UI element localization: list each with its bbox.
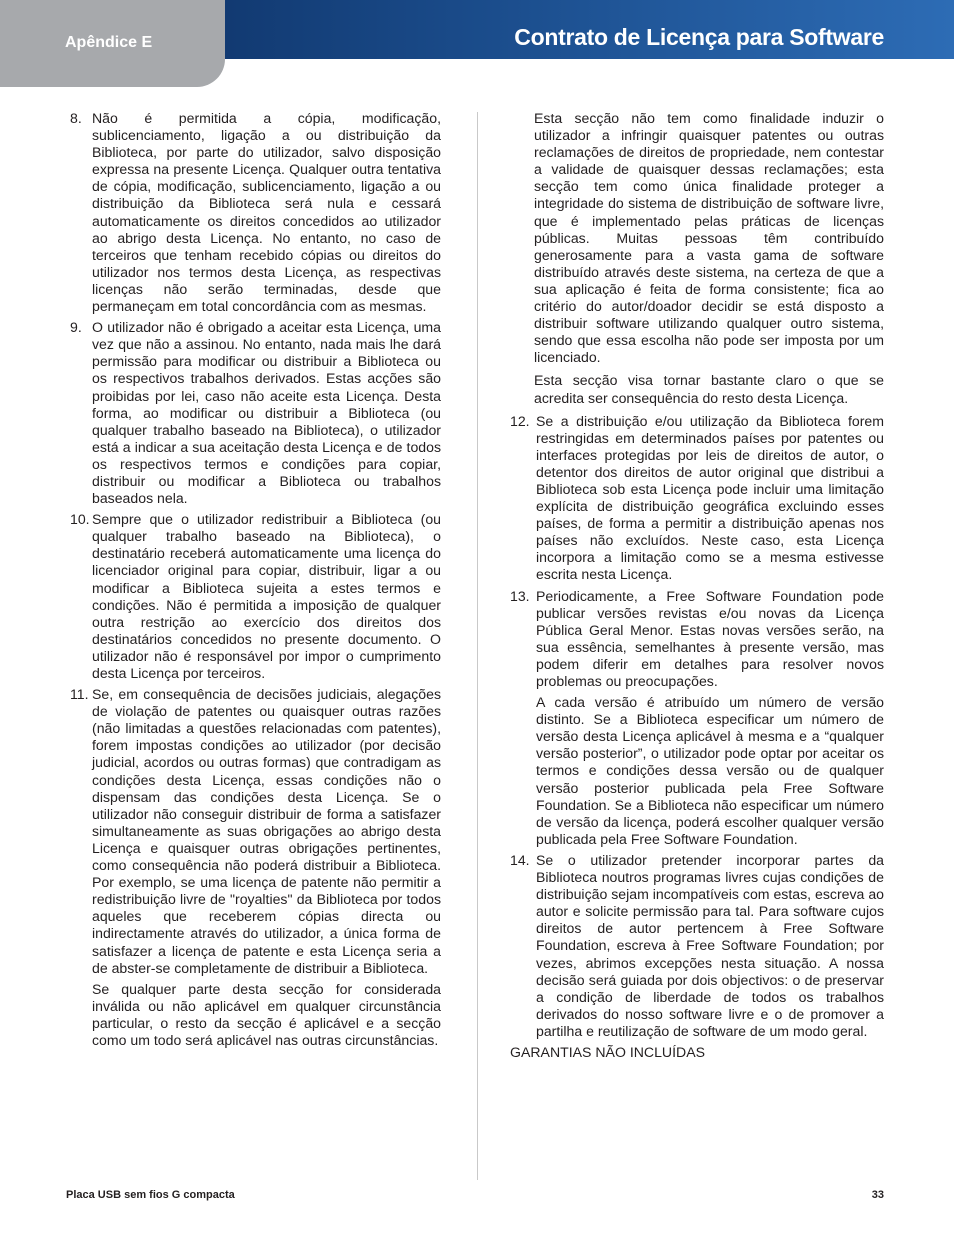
item-number: 9. [70, 319, 82, 336]
item-paragraph: Não é permitida a cópia, modificação, sublicenciamento, ligação a ou distribuição da Biblioteca, por parte do utilizador, salvo disposição expressa na presente Licença. Qualquer outra tentativa de cópia, modificação, sublicenciamento, ligação a ou distribuição da Biblioteca será nula e cessará automaticamente os direitos concedidos ao utilizador ao abrigo desta Licença. No entanto, no caso de terceiros que tenham recebido cópias ou direitos do utilizador nos termos desta Licença, as respectivas licenças não serão terminadas, desde que permaneçam em total concordância com as mesmas. [92, 110, 441, 315]
item-paragraph: Periodicamente, a Free Software Foundation pode publicar versões revistas e/ou novas da Licença Pública Geral Menor. Estas novas versões serão, na sua essência, semelhantes à presente versão, mas podem diferir em detalhes para resolver novos problemas ou preocupações. [536, 587, 884, 689]
left-column [66, 110, 441, 1053]
list-item [510, 588, 884, 848]
continued-paragraph: Esta secção visa tornar bastante claro o que se acredita ser consequência do resto desta Licença. [534, 372, 884, 406]
section-label: Apêndice E [65, 34, 153, 51]
list-item [66, 686, 441, 1049]
item-number: 12. [510, 412, 530, 429]
column-divider [477, 112, 478, 1180]
continued-paragraphs [510, 110, 884, 407]
footer-page-number: 33 [871, 1189, 884, 1201]
footer-product: Placa USB sem fios G compacta [66, 1189, 235, 1201]
item-paragraph: Se qualquer parte desta secção for considerada inválida ou não aplicável em qualquer circunstância particular, o resto da secção é aplicável e a secção como um todo será aplicável nas outras circunstâncias. [92, 980, 441, 1048]
list-item [510, 852, 884, 1040]
item-paragraph: Se o utilizador pretender incorporar partes da Biblioteca noutros programas livres cujas condições de distribuição sejam incompatíveis com estas, escreva ao autor e solicite permissão para tal. Para software cujos direitos de autor pertencem à Free Software Foundation, escreva à Free Software Foundation; por vezes, abrimos excepções nesta situação. A nossa decisão será guiada por dois objectivos: o de preservar a condição de liberdade de todos os trabalhos derivados do nosso software livre e o de promover a partilha e reutilização de software de um modo geral. [536, 851, 884, 1039]
list-item [66, 511, 441, 682]
item-paragraph: Sempre que o utilizador redistribuir a Biblioteca (ou qualquer trabalho baseado na Biblioteca), o destinatário receberá automaticamente uma licença do licenciador original para copiar, distribuir, ligar a ou modificar a Biblioteca sujeita a estes termos e condições. Não é permitida a imposição de qualquer outra restrição ao exercício dos direitos dos destinatários concedidos no presente documento. O utilizador não é responsável por impor o cumprimento desta Licença por terceiros. [92, 511, 441, 681]
item-paragraph: Se a distribuição e/ou utilização da Biblioteca forem restringidas em determinados países por patentes ou interfaces protegidas por leis de direitos de autor, o detentor dos direitos de autor original que distribui a Biblioteca sob esta Licença pode incluir uma limitação explícita de distribuição geográfica excluindo esses países, de forma a permitir a distribuição apenas nos países não excluídos. Neste caso, esta Licença incorpora a limitação como se a mesma estivesse escrita nesta Licença. [536, 412, 884, 583]
list-item [66, 319, 441, 507]
list-item [510, 413, 884, 584]
section-tab [0, 0, 225, 87]
item-number: 11. [70, 686, 89, 703]
item-number: 8. [70, 110, 82, 126]
item-paragraph: A cada versão é atribuído um número de versão distinto. Se a Biblioteca especificar um número de versão desta Licença aplicável à mesma e a “qualquer versão posterior”, o utilizador pode optar por aceitar os termos e condições dessa versão ou de qualquer versão posterior publicada pela Free Software Foundation. Se a Biblioteca não especificar um número de versão da licença, poderá escolher qualquer versão publicada pela Free Software Foundation. [536, 694, 884, 847]
continued-paragraph: Esta secção não tem como finalidade induzir o utilizador a infringir quaisquer patentes ou outras reclamações de direitos de propriedade, nem contestar a validade de quaisquer dessas reclamações; esta secção tem como única finalidade proteger a integridade do sistema de distribuição de software livre, que é implementado pelas práticas de licenças públicas. Muitas pessoas têm contribuído generosamente para a vasta gama de software distribuído através deste sistema, na certeza de que a sua aplicação é feita de forma consistente; fica ao critério do autor/doador decidir se está disposto a distribuir software utilizando qualquer outro sistema, sendo que essa escolha não pode ser imposta por um licenciado. [534, 110, 884, 366]
section-heading-warranty: GARANTIAS NÃO INCLUÍDAS [510, 1043, 706, 1060]
item-number: 14. [510, 851, 530, 868]
item-paragraph: Se, em consequência de decisões judiciais, alegações de violação de patentes ou quaisquer outras razões (não limitadas a questões relacionadas com patentes), forem impostas condições ao utilizador (por decisão judicial, acordos ou outras formas) que contradigam as condições desta Licença, essas condições não o dispensam das condições desta Licença. Se o utilizador não conseguir distribuir de forma a satisfazer simultaneamente as suas obrigações ao abrigo desta Licença e quaisquer outras obrigações pertinentes, como consequência não poderá distribuir a Biblioteca. Por exemplo, se uma licença de patente não permitir a redistribuição livre de "royalties" da Biblioteca por todos aqueles que receberem cópias directa ou indirectamente através do utilizador, a única forma de satisfazer a licença de patente e esta Licença seria a de abster-se completamente de distribuir a Biblioteca. [92, 686, 441, 976]
item-paragraph: O utilizador não é obrigado a aceitar esta Licença, uma vez que não a assinou. No entanto, nada mais lhe dará permissão para modificar ou distribuir a Biblioteca ou os respectivos trabalhos derivados. Estas acções são proibidas por lei, caso não aceite esta Licença. Desta forma, ao modificar ou distribuir a Biblioteca (ou qualquer trabalho baseado na Biblioteca), o utilizador está a indicar a sua aceitação desta Licença e de todos os respectivos termos e condições para copiar, distribuir ou modificar a Biblioteca ou trabalhos baseados nela. [92, 319, 441, 507]
list-item [66, 110, 441, 315]
item-number: 13. [510, 587, 530, 604]
right-column [510, 110, 884, 1061]
page-title: Contrato de Licença para Software [514, 24, 884, 50]
item-number: 10. [70, 511, 90, 528]
